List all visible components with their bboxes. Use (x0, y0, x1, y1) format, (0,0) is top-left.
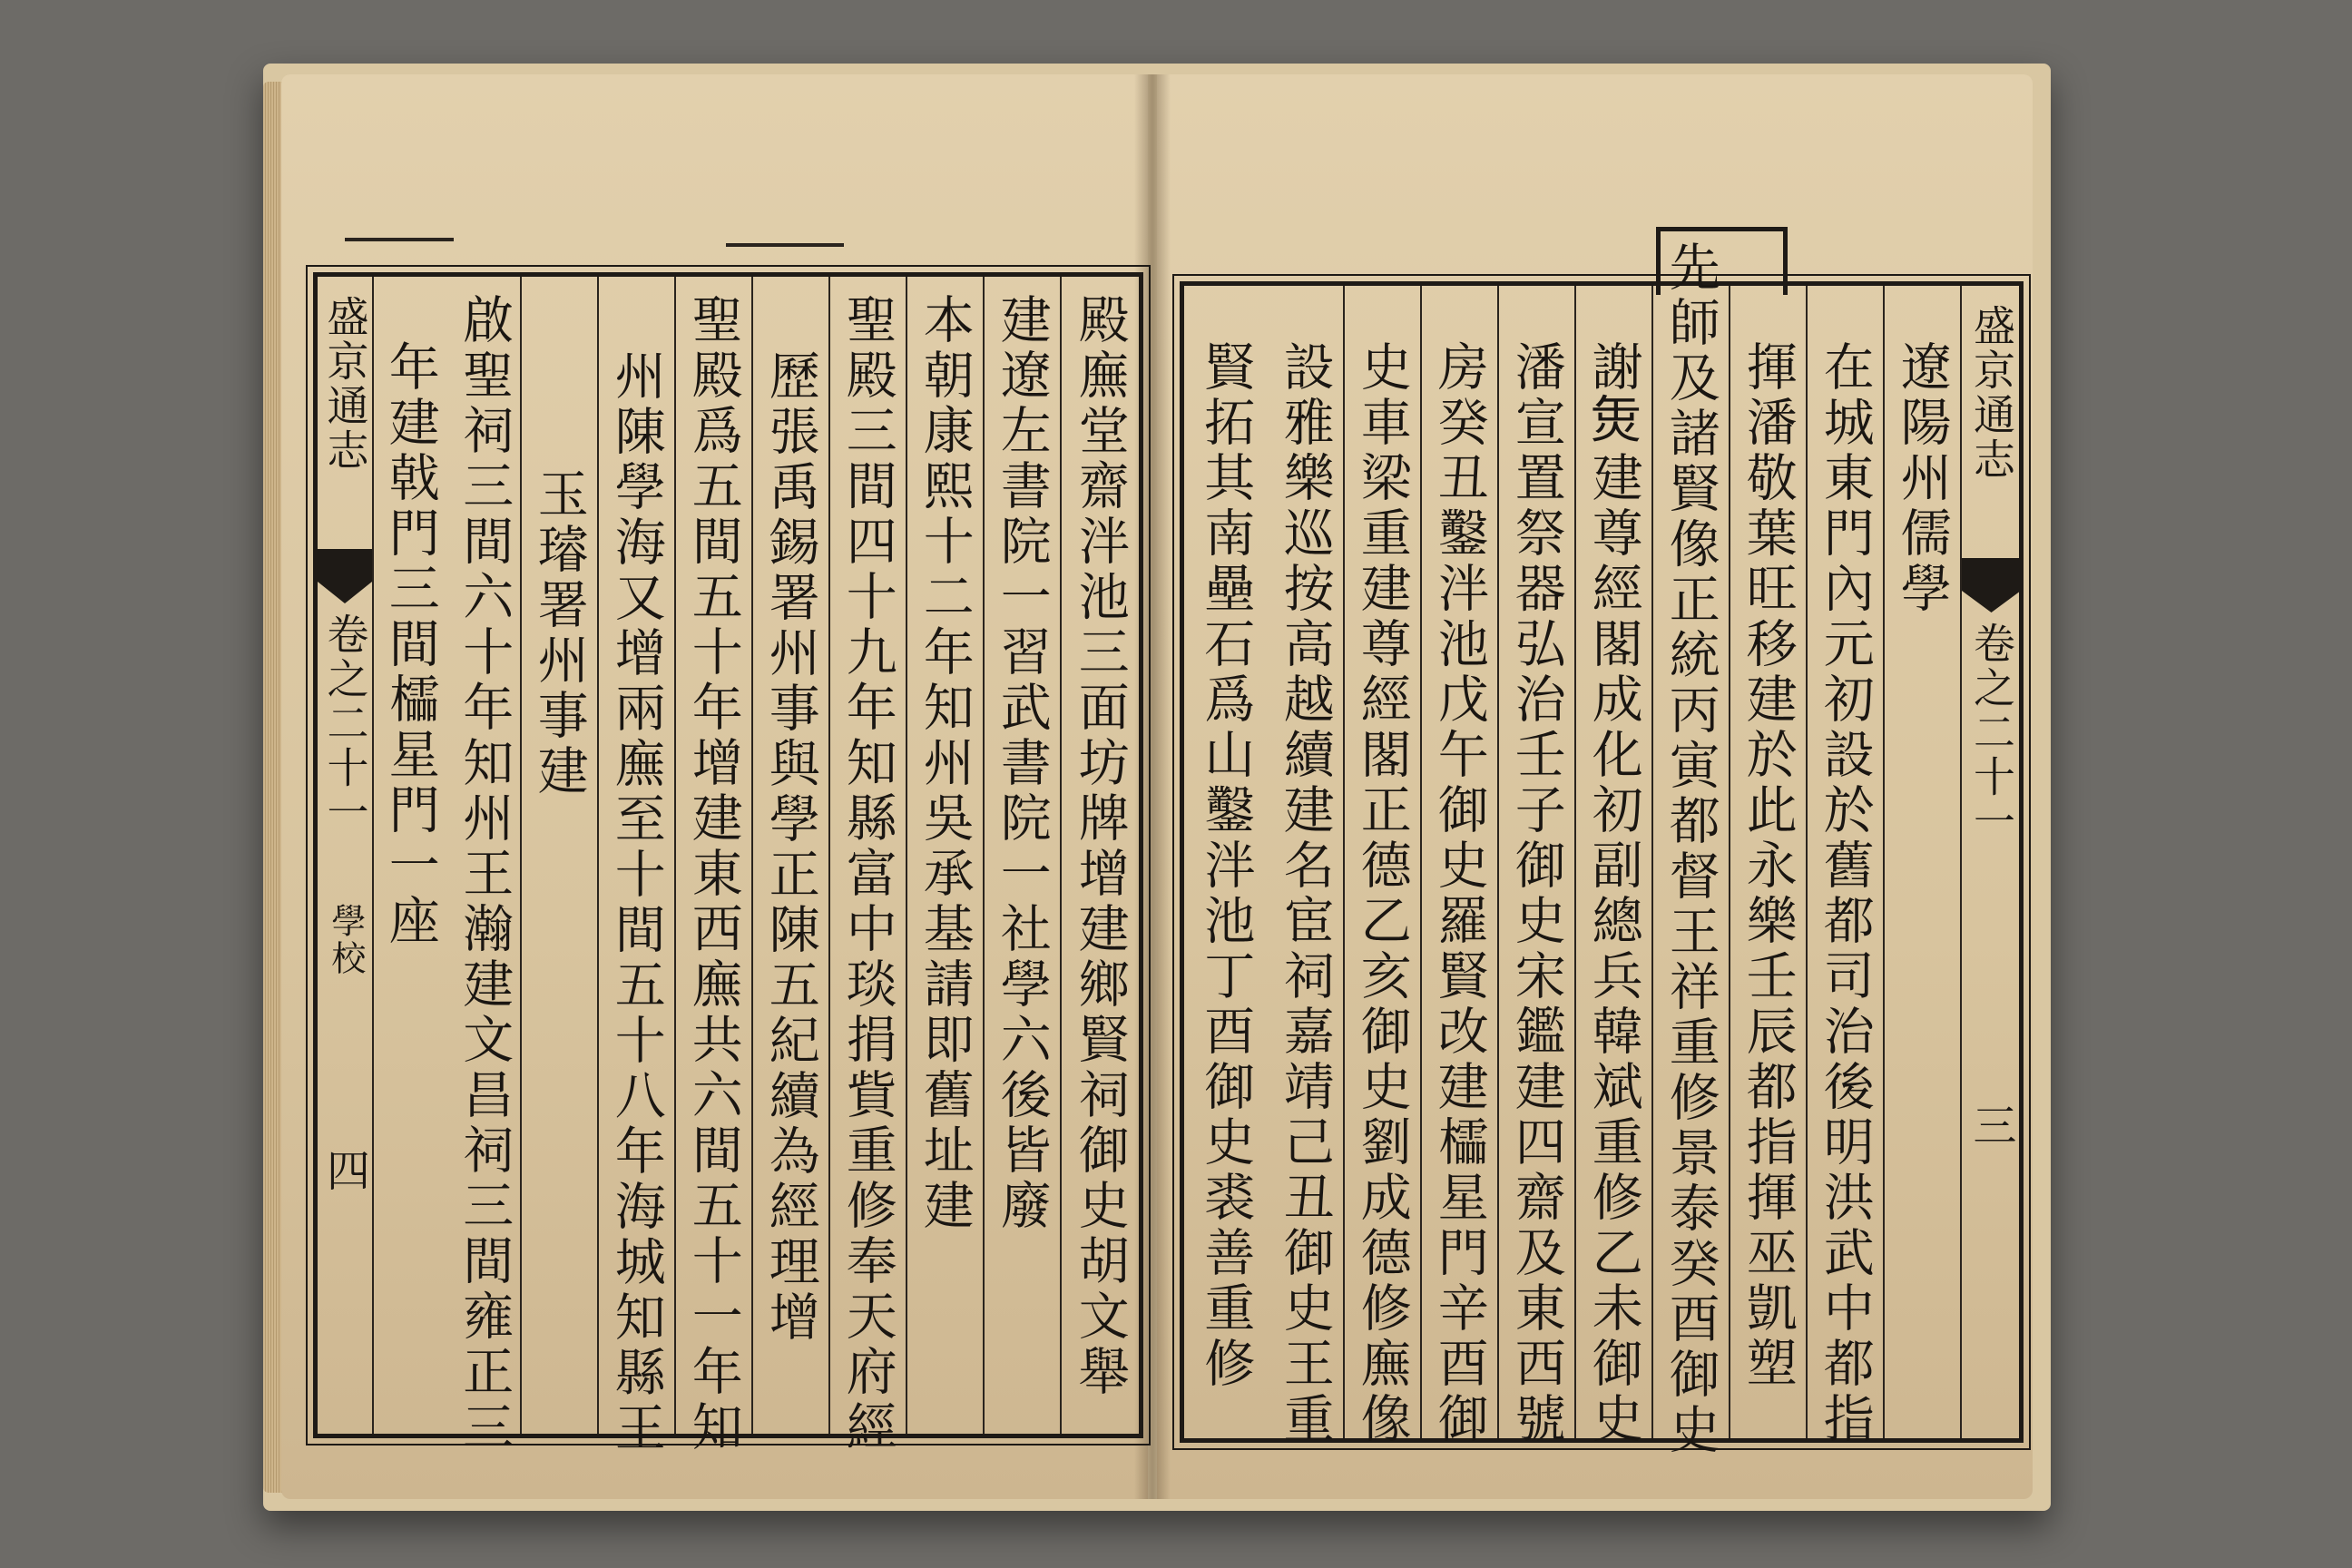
banxin-volume: 卷之二十一 (320, 612, 370, 835)
banxin-book-title: 盛京通志 (1966, 304, 2016, 482)
column-text: 歷張禹錫署州事與學正陳五紀續為經理增 (760, 349, 820, 1346)
right-column-6 (1497, 286, 1576, 1447)
fishtail-mark (1962, 558, 2021, 612)
column-text: 房癸丑鑿泮池戊午御史羅賢改建櫺星門辛酉御 (1429, 340, 1489, 1447)
right-column-7 (1420, 286, 1499, 1447)
banxin-book-title: 盛京通志 (320, 295, 370, 473)
left-column-5 (751, 277, 830, 1434)
left-column-1 (1060, 277, 1139, 1434)
column-text: 州陳學海又增兩廡至十間五十八年海城知縣王 (606, 349, 666, 1456)
left-column-8 (520, 277, 599, 1434)
column-text: 年建戟門三間櫺星門一座 (380, 340, 440, 949)
left-column-10 (372, 277, 447, 1434)
column-text: 先師及諸賢像正統丙寅都督王祥重修景泰癸酉御史 (1661, 240, 1720, 1458)
column-text: 玉璿署州事建 (529, 467, 589, 799)
top-rule (726, 243, 844, 247)
page-edges (263, 82, 283, 1493)
column-text: 本朝康熙十二年知州吳承基請即舊址建 (915, 293, 975, 1234)
left-column-4 (828, 277, 907, 1455)
banxin-section: 學校 (325, 903, 366, 977)
column-text: 潘宣置祭器弘治壬子御史宋鑑建四齋及東西號 (1506, 340, 1566, 1447)
left-column-9 (447, 277, 522, 1455)
column-text: 史車梁重建尊經閣正德乙亥御史劉成德修廡像 (1352, 340, 1412, 1447)
left-column-7 (597, 277, 676, 1456)
column-text: 揮潘敬葉旺移建於此永樂壬辰都指揮巫凱塑 (1738, 340, 1798, 1392)
right-banxin (1960, 286, 2021, 1438)
left-text-frame (313, 272, 1143, 1456)
right-column-1 (1883, 286, 1962, 1438)
column-text: 在城東門內元初設於舊都司治後明洪武中都指 (1815, 340, 1875, 1447)
banxin-volume: 卷之二十一 (1966, 622, 2016, 844)
column-text: 賢拓其南壘石爲山鑿泮池丁酉御史裘善重修 (1196, 340, 1256, 1392)
banxin-page-number: 四 (318, 1148, 370, 1191)
column-text: 啟聖祠三間六十年知州王瀚建文昌祠三間雍正三 (455, 293, 514, 1455)
top-rule (345, 238, 454, 241)
right-column-2 (1806, 286, 1885, 1447)
column-text: 聖殿爲五間五十年增建東西廡共六間五十一年知 (683, 293, 743, 1455)
left-column-6 (674, 277, 753, 1455)
right-text-frame (1180, 240, 2024, 1458)
right-column-9 (1266, 286, 1345, 1447)
banxin-page-number: 三 (1965, 1102, 2016, 1146)
left-column-3 (906, 277, 985, 1434)
left-column-2 (983, 277, 1062, 1434)
right-column-8 (1343, 286, 1422, 1447)
column-text: 謝𤈣建尊經閣成化初副總兵韓斌重修乙未御史 (1583, 340, 1643, 1447)
column-text: 設雅樂巡按高越續建名宦祠嘉靖己丑御史王重 (1275, 340, 1335, 1447)
column-text: 建遼左書院一習武書院一社學六後皆廢 (992, 293, 1052, 1234)
right-column-3 (1729, 286, 1808, 1438)
column-text: 殿廡堂齋泮池三面坊牌增建鄉賢祠御史胡文舉 (1070, 293, 1130, 1400)
right-column-10 (1184, 286, 1266, 1438)
column-text: 遼陽州儒學 (1892, 340, 1952, 617)
right-column-5 (1574, 286, 1653, 1447)
column-text: 聖殿三間四十九年知縣富中琰捐貲重修奉天府經 (838, 293, 897, 1455)
fishtail-mark (318, 549, 372, 603)
left-banxin (318, 277, 374, 1434)
right-column-4 (1651, 240, 1730, 1458)
